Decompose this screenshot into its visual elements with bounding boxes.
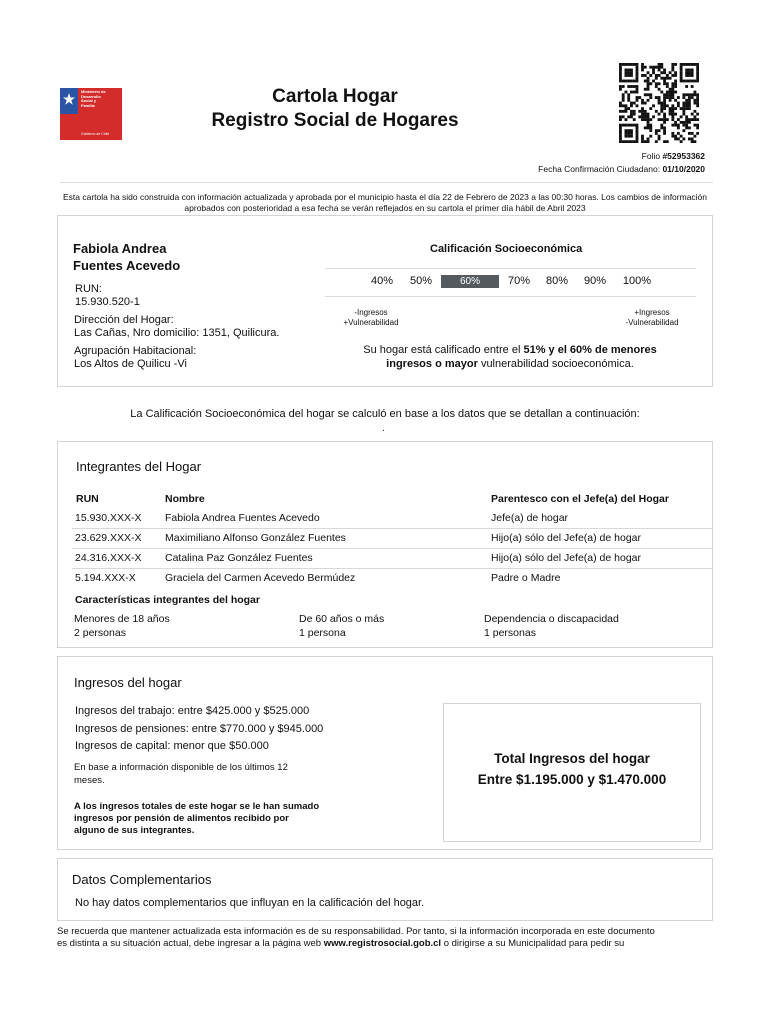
address-value: Las Cañas, Nro domicilio: 1351, Quilicura.: [74, 327, 280, 339]
fecha-confirmacion: [538, 164, 705, 174]
pension-note-line1: A los ingresos totales de este hogar se le han sumado: [74, 801, 320, 812]
page-subtitle: Registro Social de Hogares: [211, 110, 459, 131]
right-note-2: -Vulnerabilidad: [625, 318, 679, 327]
scale-60-selected: 60%: [441, 275, 499, 288]
pension-note-line2: ingresos por pensión de alimentos recibido por: [74, 813, 289, 824]
row-run: 23.629.XXX-X: [75, 532, 142, 544]
left-note-1: -Ingresos: [354, 308, 388, 317]
person-name-line2: Fuentes Acevedo: [73, 258, 181, 273]
footer-line1: Se recuerda que mantener actualizada esta información es de su responsabilidad. Por tanto, si la información incorporada en este documento: [57, 926, 655, 937]
scale-100: 100%: [622, 275, 652, 287]
caract-title: Características integrantes del hogar: [75, 594, 260, 606]
scale-80: 80%: [545, 275, 569, 287]
row-parentesco: Hijo(a) sólo del Jefe(a) de hogar: [491, 552, 641, 564]
base-info-line2: meses.: [74, 774, 105, 786]
intro-dot: .: [382, 423, 385, 434]
folio-value: #52953362: [662, 151, 705, 161]
caract-dependencia-value: 1 personas: [484, 627, 536, 639]
row-parentesco: Jefe(a) de hogar: [491, 512, 569, 524]
caract-mayores-label: De 60 años o más: [299, 613, 385, 625]
result-suffix: vulnerabilidad socioeconómica.: [480, 358, 634, 370]
row-nombre: Fabiola Andrea Fuentes Acevedo: [165, 512, 320, 524]
col-header-nombre: Nombre: [165, 493, 205, 505]
logo-text-1: Ministerio de: [81, 89, 106, 94]
calificacion-title: Calificación Socioeconómica: [430, 243, 583, 255]
scale-90: 90%: [583, 275, 607, 287]
total-ingresos-value: Entre $1.195.000 y $1.470.000: [477, 772, 667, 787]
intro-text: La Calificación Socioeconómica del hogar se calculó en base a los datos que se detallan a continuación:: [130, 408, 640, 420]
registro-social-link[interactable]: www.registrosocial.gob.cl: [323, 938, 442, 949]
result-bold-1: 51% y el 60% de menores: [523, 344, 657, 356]
row-nombre: Graciela del Carmen Acevedo Bermúdez: [165, 572, 356, 584]
complementarios-text: No hay datos complementarios que influyan en la calificación del hogar.: [75, 897, 425, 909]
fecha-label: Fecha Confirmación Ciudadano:: [538, 164, 661, 174]
page-title: Cartola Hogar: [272, 86, 398, 107]
complementarios-title: Datos Complementarios: [72, 872, 212, 887]
result-prefix: Su hogar está calificado entre el: [363, 344, 521, 356]
footer-line2-prefix: es distinta a su situación actual, debe ingresar a la página web: [57, 938, 322, 949]
right-note-1: +Ingresos: [634, 308, 670, 317]
person-name-line1: Fabiola Andrea: [73, 241, 167, 256]
ingreso-capital: Ingresos de capital: menor que $50.000: [75, 740, 269, 752]
group-label: Agrupación Habitacional:: [74, 345, 197, 357]
left-note-2: +Vulnerabilidad: [343, 318, 399, 327]
pension-note-line3: alguno de sus integrantes.: [74, 825, 195, 836]
qr-code: [619, 63, 699, 143]
row-nombre: Maximiliano Alfonso González Fuentes: [165, 532, 346, 544]
fecha-value: 01/10/2020: [662, 164, 705, 174]
scale-50: 50%: [409, 275, 433, 287]
footer-line2-suffix: o dirigirse a su Municipalidad para pedir su: [443, 938, 625, 949]
table-row: [72, 528, 712, 549]
calificacion-result: [325, 343, 695, 371]
run-label: RUN:: [75, 283, 102, 295]
col-header-run: RUN: [76, 493, 99, 505]
folio-label: Folio: [641, 151, 661, 161]
base-info-line1: En base a información disponible de los últimos 12: [74, 762, 288, 773]
folio: [642, 151, 705, 161]
caract-mayores-value: 1 persona: [299, 627, 346, 639]
table-row: [72, 548, 712, 569]
ministry-logo: [60, 88, 122, 140]
logo-text-4: Familia: [81, 102, 95, 108]
row-run: 24.316.XXX-X: [75, 552, 142, 564]
logo-text-3: Social y: [81, 98, 97, 104]
scale-70: 70%: [507, 275, 531, 287]
address-label: Dirección del Hogar:: [74, 314, 174, 326]
table-row: [72, 568, 712, 588]
row-run: 15.930.XXX-X: [75, 512, 142, 524]
logo-footer: Gobierno de Chile: [81, 132, 110, 136]
notice-text: Esta cartola ha sido construida con información actualizada y aprobada por el municipio hasta el día 22 de Febrero de 2023 a las 00:30 horas. Los cambios de información aprobados con posterioridad a esa fecha se verán reflejados en su cartola el primer día hábil de Abril 2023: [62, 192, 708, 213]
scale-40: 40%: [370, 275, 394, 287]
ingreso-pensiones: Ingresos de pensiones: entre $770.000 y $945.000: [75, 722, 324, 735]
ingresos-title: Ingresos del hogar: [74, 675, 182, 690]
caract-menores-value: 2 personas: [74, 627, 126, 639]
col-header-parentesco: Parentesco con el Jefe(a) del Hogar: [491, 493, 669, 505]
caract-menores-label: Menores de 18 años: [74, 613, 170, 625]
caract-dependencia-label: Dependencia o discapacidad: [484, 613, 619, 625]
row-nombre: Catalina Paz González Fuentes: [165, 552, 313, 564]
row-parentesco: Padre o Madre: [491, 572, 561, 584]
run-value: 15.930.520-1: [75, 296, 140, 308]
result-bold-2: ingresos o mayor: [386, 358, 478, 370]
footer-text: [57, 926, 713, 950]
row-parentesco: Hijo(a) sólo del Jefe(a) de hogar: [491, 532, 641, 544]
logo-text-2: Desarrollo: [81, 93, 101, 99]
integrantes-title: Integrantes del Hogar: [76, 459, 202, 474]
ingreso-trabajo: Ingresos del trabajo: entre $425.000 y $525.000: [75, 705, 310, 717]
group-value: Los Altos de Quilicu -Vi: [74, 358, 187, 370]
table-row: [72, 508, 712, 529]
row-run: 5.194.XXX-X: [75, 572, 136, 584]
complementarios-card: [57, 858, 713, 921]
total-ingresos-title: Total Ingresos del hogar: [494, 751, 650, 766]
